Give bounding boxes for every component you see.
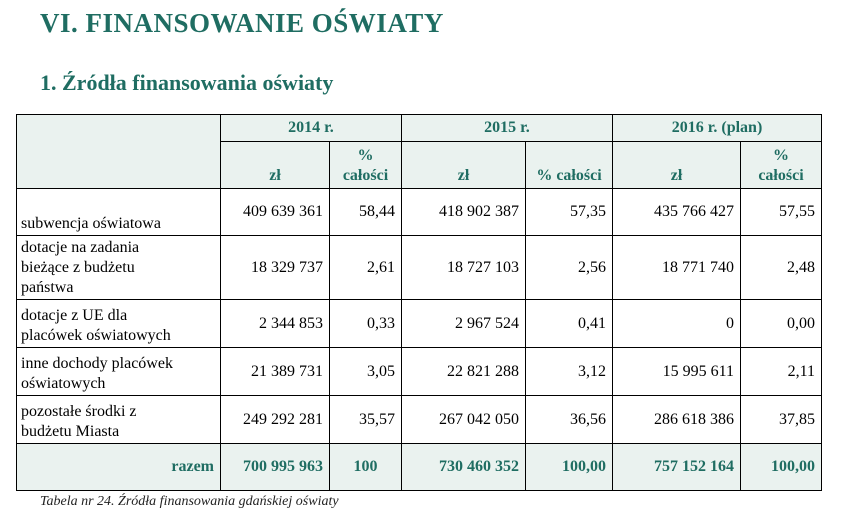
cell-zl: 286 618 386 xyxy=(613,396,741,444)
cell-pct: 0,33 xyxy=(330,300,402,348)
cell-pct: 37,85 xyxy=(741,396,822,444)
year-header-2016: 2016 r. (plan) xyxy=(613,115,822,142)
table-row xyxy=(17,300,822,348)
total-pct: 100,00 xyxy=(526,444,613,491)
table-row xyxy=(17,236,822,300)
cell-pct: 58,44 xyxy=(330,189,402,236)
row-label: pozostałe środki z budżetu Miasta xyxy=(17,396,221,444)
cell-zl: 18 771 740 xyxy=(613,236,741,300)
cell-pct: 35,57 xyxy=(330,396,402,444)
row-label: dotacje z UE dla placówek oświatowych xyxy=(17,300,221,348)
row-label: inne dochody placówek oświatowych xyxy=(17,348,221,396)
col-pct-2015: % całości xyxy=(526,142,613,189)
cell-pct: 2,11 xyxy=(741,348,822,396)
year-header-2014: 2014 r. xyxy=(221,115,402,142)
cell-pct: 0,41 xyxy=(526,300,613,348)
total-pct: 100 xyxy=(330,444,402,491)
year-header-row xyxy=(17,115,822,142)
row-label: dotacje na zadania bieżące z budżetu państwa xyxy=(17,236,221,300)
cell-pct: 2,48 xyxy=(741,236,822,300)
cell-zl: 15 995 611 xyxy=(613,348,741,396)
col-zl-2015: zł xyxy=(402,142,526,189)
total-label: razem xyxy=(17,444,221,491)
cell-pct: 3,05 xyxy=(330,348,402,396)
total-pct: 100,00 xyxy=(741,444,822,491)
total-zl: 700 995 963 xyxy=(221,444,330,491)
col-pct-2014: % całości xyxy=(330,142,402,189)
cell-pct: 57,55 xyxy=(741,189,822,236)
cell-pct: 57,35 xyxy=(526,189,613,236)
cell-zl: 435 766 427 xyxy=(613,189,741,236)
cell-pct: 0,00 xyxy=(741,300,822,348)
table-row xyxy=(17,189,822,236)
cell-zl: 267 042 050 xyxy=(402,396,526,444)
cell-zl: 249 292 281 xyxy=(221,396,330,444)
table-row xyxy=(17,396,822,444)
cell-pct: 3,12 xyxy=(526,348,613,396)
table-row xyxy=(17,348,822,396)
cell-zl: 18 329 737 xyxy=(221,236,330,300)
total-zl: 757 152 164 xyxy=(613,444,741,491)
col-pct-2016: % całości xyxy=(741,142,822,189)
year-header-2015: 2015 r. xyxy=(402,115,613,142)
subsection-heading: 1. Źródła finansowania oświaty xyxy=(40,70,334,95)
cell-zl: 409 639 361 xyxy=(221,189,330,236)
row-label: subwencja oświatowa xyxy=(17,189,221,236)
total-zl: 730 460 352 xyxy=(402,444,526,491)
cell-pct: 36,56 xyxy=(526,396,613,444)
cell-zl: 418 902 387 xyxy=(402,189,526,236)
cell-pct: 2,61 xyxy=(330,236,402,300)
cell-zl: 2 344 853 xyxy=(221,300,330,348)
cell-zl: 2 967 524 xyxy=(402,300,526,348)
cell-zl: 22 821 288 xyxy=(402,348,526,396)
corner-cell xyxy=(17,115,221,189)
cell-pct: 2,56 xyxy=(526,236,613,300)
section-heading: VI. FINANSOWANIE OŚWIATY xyxy=(40,8,444,38)
cell-zl: 21 389 731 xyxy=(221,348,330,396)
col-zl-2014: zł xyxy=(221,142,330,189)
financing-table xyxy=(16,114,822,491)
total-row xyxy=(17,444,822,491)
cell-zl: 18 727 103 xyxy=(402,236,526,300)
cell-zl: 0 xyxy=(613,300,741,348)
table-caption: Tabela nr 24. Źródła finansowania gdańskiej oświaty xyxy=(40,494,339,509)
col-zl-2016: zł xyxy=(613,142,741,189)
